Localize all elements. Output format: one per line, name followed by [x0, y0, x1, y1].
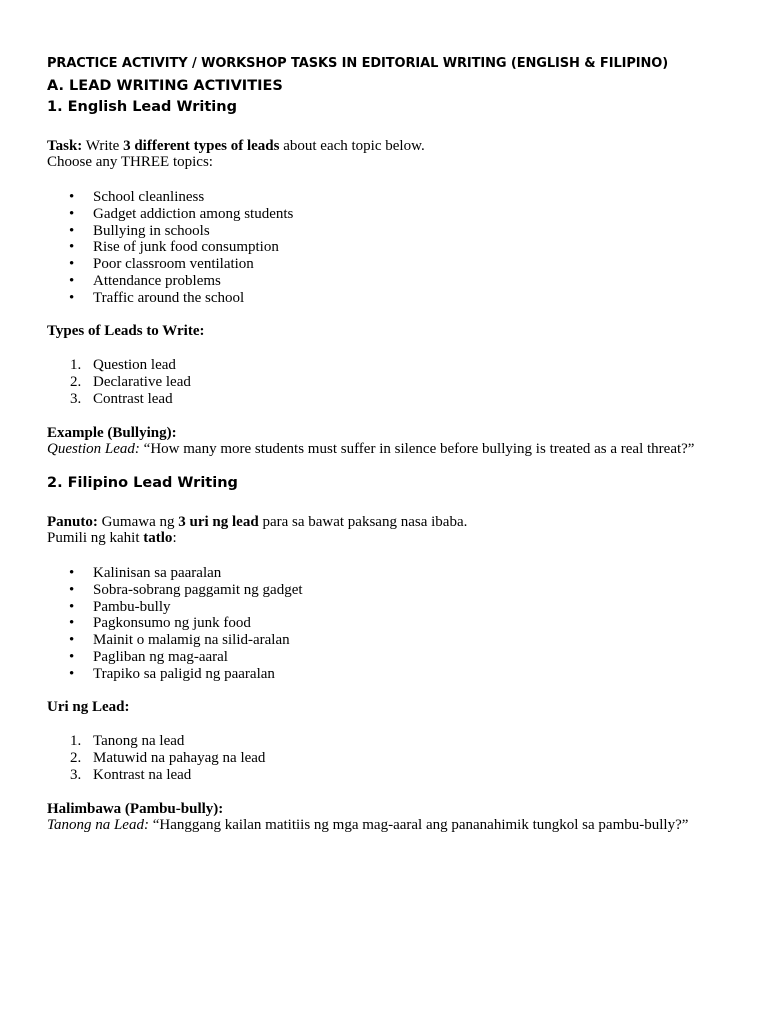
task-label: Task:	[47, 138, 83, 154]
list-item: • Poor classroom ventilation	[69, 256, 254, 273]
document-title: PRACTICE ACTIVITY / WORKSHOP TASKS IN EDITORIAL WRITING (ENGLISH & FILIPINO)	[47, 56, 669, 71]
list-item: • Pagkonsumo ng junk food	[69, 615, 251, 632]
list-item: • Kalinisan sa paaralan	[69, 565, 222, 581]
list-item: • Sobra-sobrang paggamit ng gadget	[69, 581, 303, 598]
english-types-list	[47, 357, 191, 407]
list-item: • School cleanliness	[69, 189, 205, 205]
list-item: • Trapiko sa paligid ng paaralan	[69, 665, 275, 682]
list-item: • Traffic around the school	[69, 289, 245, 306]
english-types-heading: Types of Leads to Write:	[47, 323, 205, 339]
list-item: 3. Contrast lead	[70, 390, 173, 407]
list-item: • Attendance problems	[69, 272, 221, 289]
section-a-heading: A. LEAD WRITING ACTIVITIES	[47, 78, 283, 94]
english-choose: Choose any THREE topics:	[47, 154, 213, 170]
task-label: Panuto:	[47, 514, 98, 530]
english-example-heading: Example (Bullying):	[47, 425, 177, 441]
filipino-heading: 2. Filipino Lead Writing	[47, 475, 238, 491]
list-item: • Bullying in schools	[69, 222, 210, 239]
filipino-task: Panuto: Gumawa ng 3 uri ng lead para sa bawat paksang nasa ibaba.	[47, 514, 468, 530]
list-item: • Pambu-bully	[69, 598, 171, 615]
list-item: • Rise of junk food consumption	[69, 239, 279, 256]
task-emphasis: 3 different types of leads	[123, 138, 280, 154]
list-item: • Pagliban ng mag-aaral	[69, 648, 228, 665]
task-emphasis: 3 uri ng lead	[178, 514, 259, 530]
example-label: Tanong na Lead:	[47, 817, 149, 833]
list-item: • Mainit o malamig na silid-aralan	[69, 632, 290, 649]
list-item: 2. Declarative lead	[70, 373, 191, 390]
english-example: Question Lead: “How many more students must suffer in silence before bullying is treated as a real threat?”	[47, 441, 695, 457]
list-item: 1. Question lead	[70, 357, 176, 373]
list-item: 2. Matuwid na pahayag na lead	[70, 749, 266, 766]
list-item: • Gadget addiction among students	[69, 205, 294, 222]
filipino-example: Tanong na Lead: “Hanggang kailan matitiis ng mga mag-aaral ang pananahimik tungkol sa pambu-bully?”	[47, 817, 689, 833]
english-topic-list	[47, 189, 293, 307]
english-heading: 1. English Lead Writing	[47, 99, 237, 115]
list-item: 3. Kontrast na lead	[70, 766, 192, 783]
list-item: 1. Tanong na lead	[70, 733, 185, 749]
filipino-example-heading: Halimbawa (Pambu-bully):	[47, 801, 224, 817]
filipino-topic-list	[47, 565, 303, 683]
filipino-types-list	[47, 733, 265, 783]
filipino-choose: Pumili ng kahit tatlo:	[47, 530, 177, 546]
english-task: Task: Write 3 different types of leads about each topic below.	[47, 138, 425, 154]
example-label: Question Lead:	[47, 441, 140, 457]
filipino-types-heading: Uri ng Lead:	[47, 699, 130, 715]
